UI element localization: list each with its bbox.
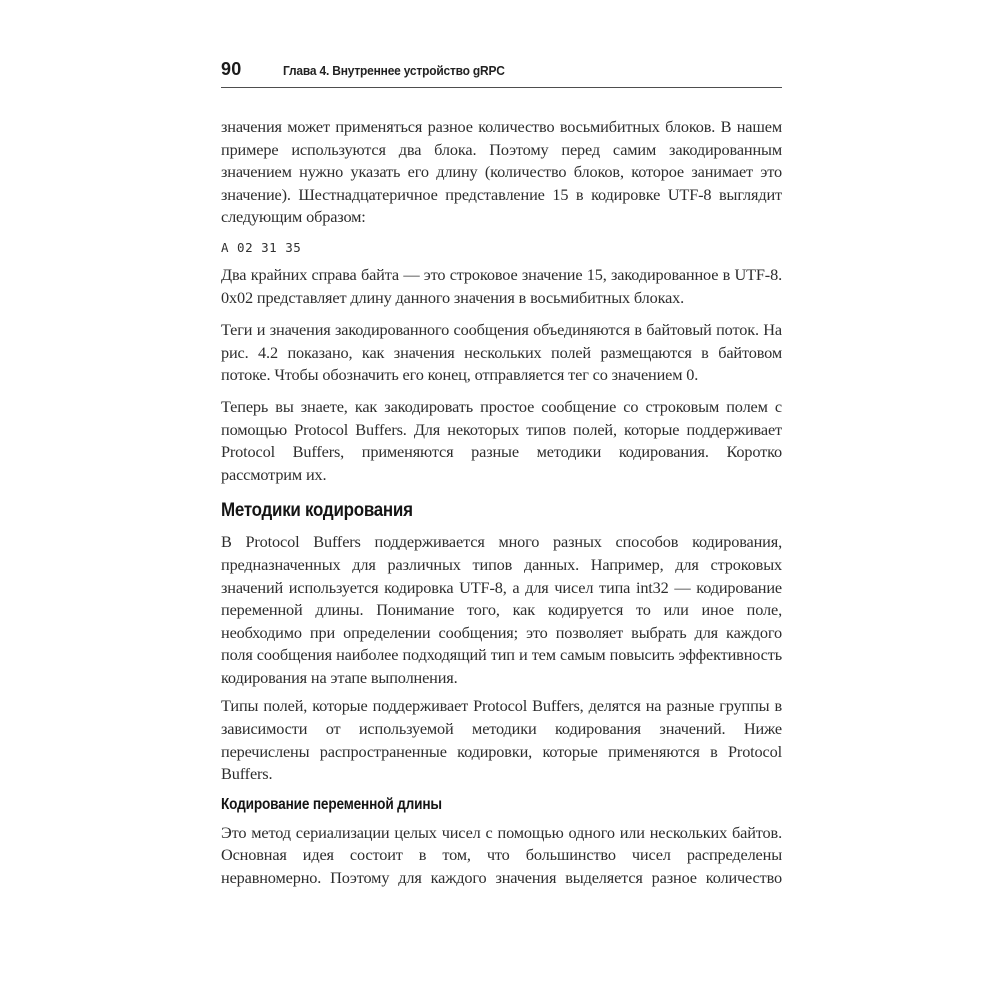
paragraph-tag-value-stream: Теги и значения закодированного сообщения объединяются в байтовый поток. На рис. 4.2 показано, как значения нескольких полей размещаются в байтовом потоке. Чтобы обозначить его конец, отправляется тег со значением 0. xyxy=(221,320,782,385)
code-hex-line: A 02 31 35 xyxy=(221,239,302,255)
paragraph-encoding-overview: В Protocol Buffers поддерживается много разных способов кодирования, предназначенных для различных типов данных. Например, для строковых значений используется кодировка UTF-8, а для чисел типа int32 — кодирование переменной длины. Понимание того, как кодируется то или иное поле, необходимо при определении сообщения; это позволяет выбрать для каждого поля сообщения наиболее подходящий тип и тем самым повысить эффективность кодирования на этапе выполнения. xyxy=(221,532,782,687)
running-title: Глава 4. Внутреннее устройство gRPC xyxy=(282,63,505,78)
section-heading-encoding-techniques xyxy=(221,499,782,521)
subsection-heading-varint xyxy=(221,796,782,814)
paragraph-field-type-groups: Типы полей, которые поддерживает Protocol Buffers, делятся на разные группы в зависимости от используемой методики кодирования значений. Ниже перечислены распространенные кодировки, которые применяются в Protocol Buffers. xyxy=(221,696,782,784)
paragraph-protobuf-intro: Теперь вы знаете, как закодировать простое сообщение со строковым полем с помощью Protocol Buffers. Для некоторых типов полей, которые поддерживает Protocol Buffers, применяются разные методики кодирования. Коротко рассмотрим их. xyxy=(221,396,782,484)
section-heading-text: Методики кодирования xyxy=(221,499,413,522)
paragraph-rightmost-bytes: Два крайних справа байта — это строковое значение 15, закодированное в UTF-8. 0x02 представляет длину данного значения в восьмибитных блоках. xyxy=(221,264,782,307)
header-rule xyxy=(221,87,782,88)
text-column xyxy=(221,60,782,890)
paragraph-varint-intro: Это метод сериализации целых чисел с помощью одного или нескольких байтов. Основная идея состоит в том, что большинство чисел распределены неравномерно. Поэтому для каждого значения выделяется разное количество xyxy=(221,822,782,888)
page-number: 90 xyxy=(221,59,242,79)
page-header xyxy=(221,60,782,80)
paragraph-octet-blocks: значения может применяться разное количество восьмибитных блоков. В нашем примере используются два блока. Поэтому перед самим закодированным значением нужно указать его длину (количество блоков, которое занимает это значение). Шестнадцатеричное представление 15 в кодировке UTF-8 выглядит следующим образом: xyxy=(221,117,782,227)
subsection-heading-text: Кодирование переменной длины xyxy=(221,795,442,813)
